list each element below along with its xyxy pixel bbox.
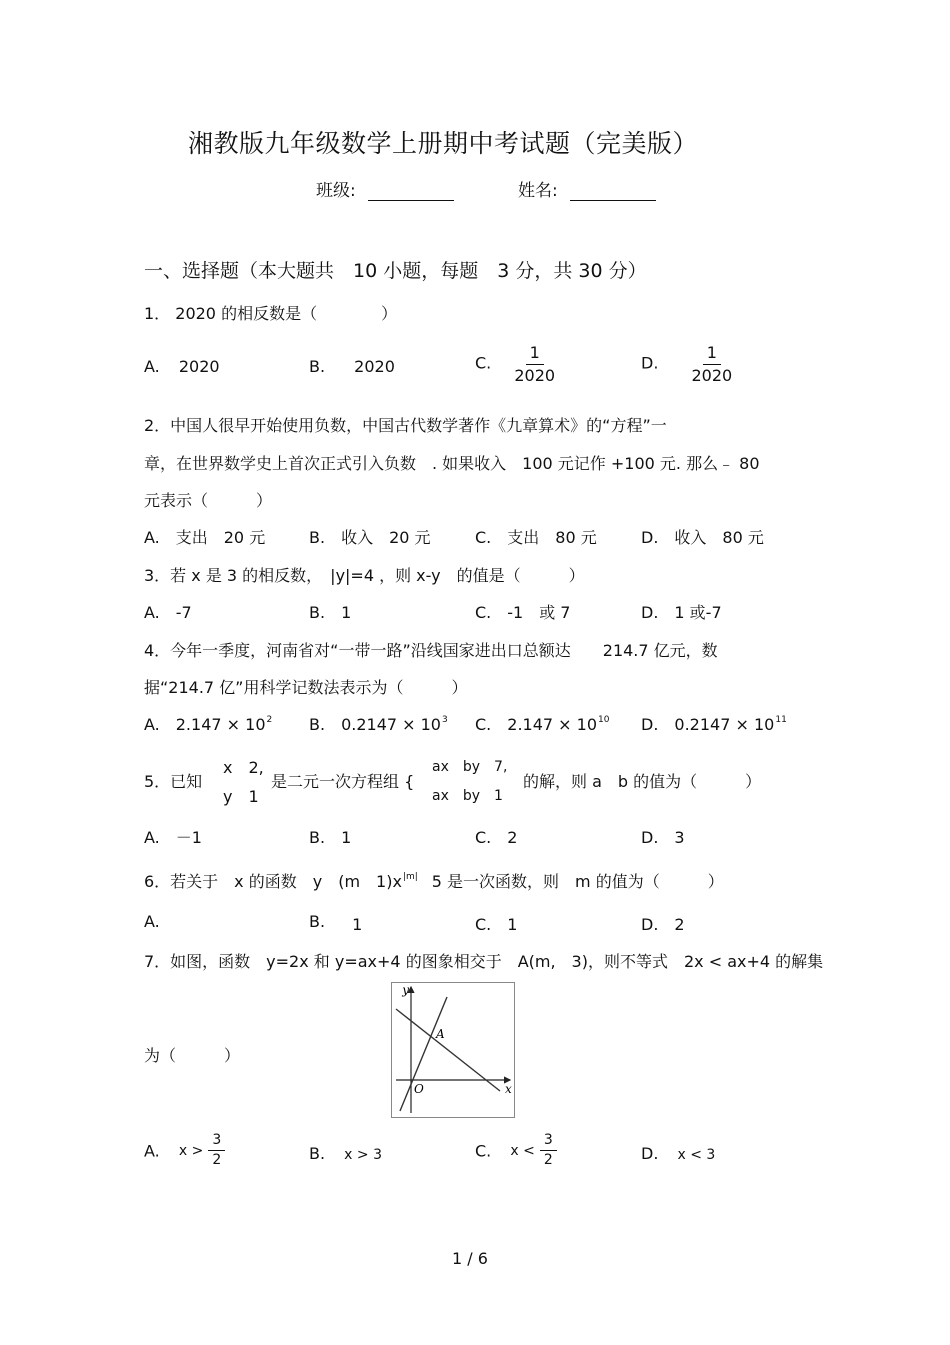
section-heading: 一、选择题（本大题共 10 小题，每题 3 分，共 30 分） <box>144 260 647 282</box>
q4-b-base: B. 0.2147 × 10 <box>309 715 441 734</box>
q3-option-b: B. 1 <box>309 603 352 622</box>
q1-c-denominator: 2020 <box>514 365 556 385</box>
class-label: 班级: <box>316 181 356 201</box>
q1-a-value: 2020 <box>178 357 220 376</box>
q4-b-exponent: 3 <box>442 715 448 725</box>
q7-a-label: A. <box>144 1141 160 1161</box>
q6-stem <box>144 869 724 892</box>
q5-system-2-bottom: ax by 1 <box>432 788 503 804</box>
q1-stem: 1． 2020 的相反数是（ ） <box>144 304 398 323</box>
q4-option-c <box>475 712 609 735</box>
q7-a-denominator: 2 <box>212 1152 222 1169</box>
q6-stem-end: 5 是一次函数，则 m 的值为（ ） <box>431 872 724 891</box>
q2-line-3: 元表示（ ） <box>144 491 273 510</box>
q4-d-exponent: 11 <box>775 715 787 725</box>
q4-line-2: 据“214.7 亿”用科学记数法表示为（ ） <box>144 678 468 697</box>
q7-option-a <box>144 1133 225 1169</box>
q1-d-denominator: 2020 <box>691 365 733 385</box>
line-y-ax-plus-4 <box>396 1009 500 1091</box>
q2-line-1: 2．中国人很早开始使用负数，中国古代数学著作《九章算术》的“方程”一 <box>144 416 667 435</box>
q6-option-d: D. 2 <box>641 915 685 934</box>
graph-point-a-label: A <box>436 1027 445 1041</box>
q2-option-d: D. 收入 80 元 <box>641 528 764 547</box>
q7-c-prefix: x < <box>510 1142 535 1159</box>
q6-option-c: C. 1 <box>475 915 518 934</box>
name-label: 姓名: <box>518 181 558 201</box>
q7-option-d <box>641 1144 715 1163</box>
q3-option-d: D. 1 或-7 <box>641 603 722 622</box>
q2-option-c: C. 支出 80 元 <box>475 528 597 547</box>
q6-b-value: 1 <box>352 915 363 934</box>
q1-option-d <box>641 344 736 384</box>
graph-y-label: y <box>402 983 409 997</box>
q7-d-label: D. <box>641 1144 659 1163</box>
q4-option-b <box>309 712 448 735</box>
q1-a-label: A. <box>144 357 160 376</box>
q4-option-d <box>641 712 787 735</box>
q1-c-label: C. <box>475 353 492 373</box>
q1-c-numerator: 1 <box>526 344 544 365</box>
q1-option-c <box>475 344 559 384</box>
q7-c-fraction <box>540 1133 557 1169</box>
q1-option-b <box>309 357 395 376</box>
q3-stem: 3．若 x 是 3 的相反数， |y|=4 ，则 x-y 的值是（ ） <box>144 566 585 585</box>
q7-a-prefix: x > <box>178 1142 204 1159</box>
graph-x-label: x <box>505 1082 512 1096</box>
q3-option-a: A. -7 <box>144 603 192 622</box>
q7-b-label: B. <box>309 1144 326 1163</box>
q7-stem-continued: 为（ ） <box>144 1046 241 1065</box>
q5-prefix: 5．已知 <box>144 772 203 791</box>
q1-d-numerator: 1 <box>703 344 721 365</box>
q5-system-1-top: x 2, <box>223 758 264 777</box>
q4-c-exponent: 10 <box>598 715 610 725</box>
q1-d-label: D. <box>641 353 659 373</box>
q5-system-2-top: ax by 7, <box>432 759 508 775</box>
q1-b-label: B. <box>309 357 326 376</box>
class-field <box>316 176 454 201</box>
q7-c-label: C. <box>475 1141 492 1161</box>
q5-option-c: C. 2 <box>475 828 518 847</box>
q4-d-base: D. 0.2147 × 10 <box>641 715 775 734</box>
q4-a-base: A. 2.147 × 10 <box>144 715 266 734</box>
q5-middle: 是二元一次方程组 { <box>271 772 415 791</box>
q7-a-numerator: 3 <box>208 1133 225 1151</box>
q6-option-b <box>309 912 363 934</box>
q6-exponent: |m| <box>402 872 418 882</box>
q7-c-denominator: 2 <box>543 1152 553 1169</box>
q2-option-a: A. 支出 20 元 <box>144 528 266 547</box>
q1-d-fraction <box>688 344 737 384</box>
q1-option-a <box>144 357 220 376</box>
q7-b-value: x > 3 <box>344 1147 382 1163</box>
name-field <box>518 176 656 201</box>
q5-option-d: D. 3 <box>641 828 685 847</box>
q7-option-b <box>309 1144 382 1163</box>
q5-option-a: A. －1 <box>144 828 202 847</box>
q3-option-c: C. -1 或 7 <box>475 603 571 622</box>
q5-system-1-bottom: y 1 <box>223 787 259 806</box>
q2-line-2: 章，在世界数学史上首次正式引入负数 . 如果收入 100 元记作 +100 元. 那么﹣ 80 <box>144 454 760 473</box>
q1-b-value: 2020 <box>354 357 395 376</box>
page-title: 湘教版九年级数学上册期中考试题（完美版） <box>188 129 699 158</box>
q4-option-a <box>144 712 272 735</box>
q4-line-1: 4．今年一季度，河南省对“一带一路”沿线国家进出口总额达 214.7 亿元，数 <box>144 641 718 660</box>
graph-origin-label: O <box>414 1082 424 1096</box>
q4-a-exponent: 2 <box>266 715 273 725</box>
q7-option-c <box>475 1133 557 1169</box>
class-blank[interactable] <box>368 184 454 201</box>
q5-option-b: B. 1 <box>309 828 352 847</box>
q6-stem-start: 6．若关于 x 的函数 y (m 1)x <box>144 872 402 891</box>
q7-graph-svg <box>392 983 514 1117</box>
q6-option-a: A. <box>144 912 160 931</box>
q5-suffix: 的解，则 a b 的值为（ ） <box>523 772 762 791</box>
q7-stem: 7．如图，函数 y=2x 和 y=ax+4 的图象相交于 A(m, 3)，则不等式 2x < ax+4 的解集 <box>144 952 824 971</box>
q1-c-fraction <box>510 344 559 384</box>
q2-option-b: B. 收入 20 元 <box>309 528 431 547</box>
q6-b-label: B. <box>309 912 326 931</box>
name-blank[interactable] <box>570 184 656 201</box>
q4-c-base: C. 2.147 × 10 <box>475 715 598 734</box>
q7-a-fraction <box>208 1133 225 1169</box>
page-number: 1 / 6 <box>452 1249 488 1268</box>
q7-c-numerator: 3 <box>540 1133 557 1151</box>
q7-graph <box>391 982 515 1118</box>
q7-d-value: x < 3 <box>677 1147 716 1163</box>
